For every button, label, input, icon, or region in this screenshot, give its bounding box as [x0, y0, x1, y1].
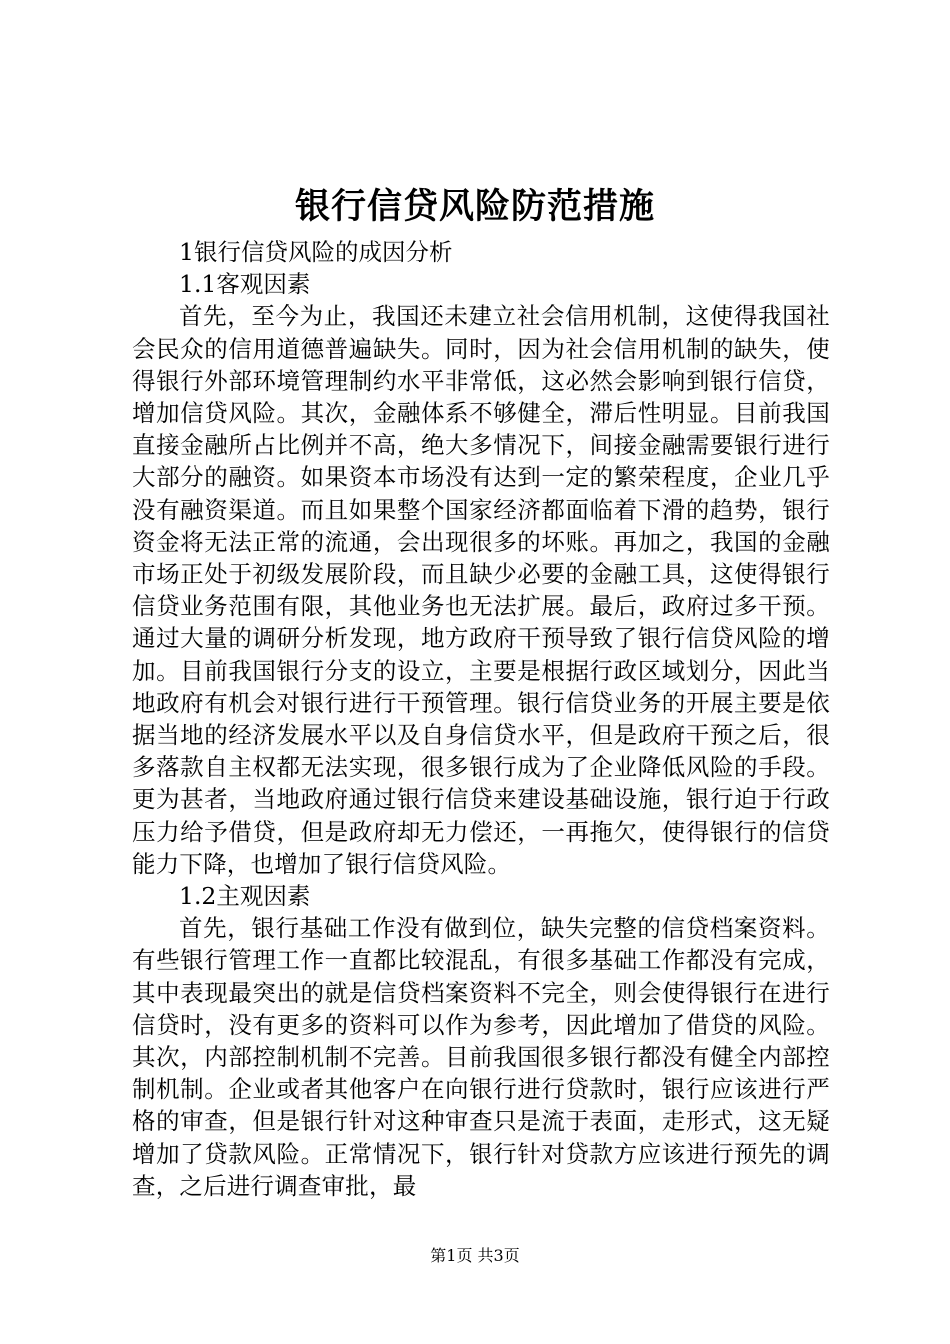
page-footer: 第1页 共3页 — [430, 1246, 520, 1265]
document-body — [132, 236, 830, 1202]
paragraph-objective-factors: 首先，至今为止，我国还未建立社会信用机制，这使得我国社会民众的信用道德普遍缺失。同时，因为社会信用机制的缺失，使得银行外部环境管理制约水平非常低，这必然会影响到银行信贷，增加信贷风险。其次，金融体系不够健全，滞后性明显。目前我国直接金融所占比例并不高，绝大多情况下，间接金融需要银行进行大部分的融资。如果资本市场没有达到一定的繁荣程度，企业几乎没有融资渠道。而且如果整个国家经济都面临着下滑的趋势，银行资金将无法正常的流通，会出现很多的坏账。再加之，我国的金融市场正处于初级发展阶段，而且缺少必要的金融工具，这使得银行信贷业务范围有限，其他业务也无法扩展。最后，政府过多干预。通过大量的调研分析发现，地方政府干预导致了银行信贷风险的增加。目前我国银行分支的设立，主要是根据行政区域划分，因此当地政府有机会对银行进行干预管理。银行信贷业务的开展主要是依据当地的经济发展水平以及自身信贷水平，但是政府干预之后，很多落款自主权都无法实现，很多银行成为了企业降低风险的手段。更为甚者，当地政府通过银行信贷来建设基础设施，银行迫于行政压力给予借贷，但是政府却无力偿还，一再拖欠，使得银行的信贷能力下降，也增加了银行信贷风险。 — [132, 302, 830, 878]
paragraph-subjective-factors: 首先，银行基础工作没有做到位，缺失完整的信贷档案资料。有些银行管理工作一直都比较混乱，有很多基础工作都没有完成，其中表现最突出的就是信贷档案资料不完全，则会使得银行在进行信贷时，没有更多的资料可以作为参考，因此增加了借贷的风险。其次，内部控制机制不完善。目前我国很多银行都没有健全内部控制机制。企业或者其他客户在向银行进行贷款时，银行应该进行严格的审查，但是银行针对这种审查只是流于表面，走形式，这无疑增加了贷款风险。正常情况下，银行针对贷款方应该进行预先的调查，之后进行调查审批，最 — [132, 914, 830, 1200]
section-heading-1-2: 1.2主观因素 — [179, 882, 311, 911]
document-title: 银行信贷风险防范措施 — [294, 186, 655, 227]
section-heading-1: 1银行信贷风险的成因分析 — [179, 238, 453, 266]
section-heading-1-1: 1.1客观因素 — [179, 270, 311, 299]
